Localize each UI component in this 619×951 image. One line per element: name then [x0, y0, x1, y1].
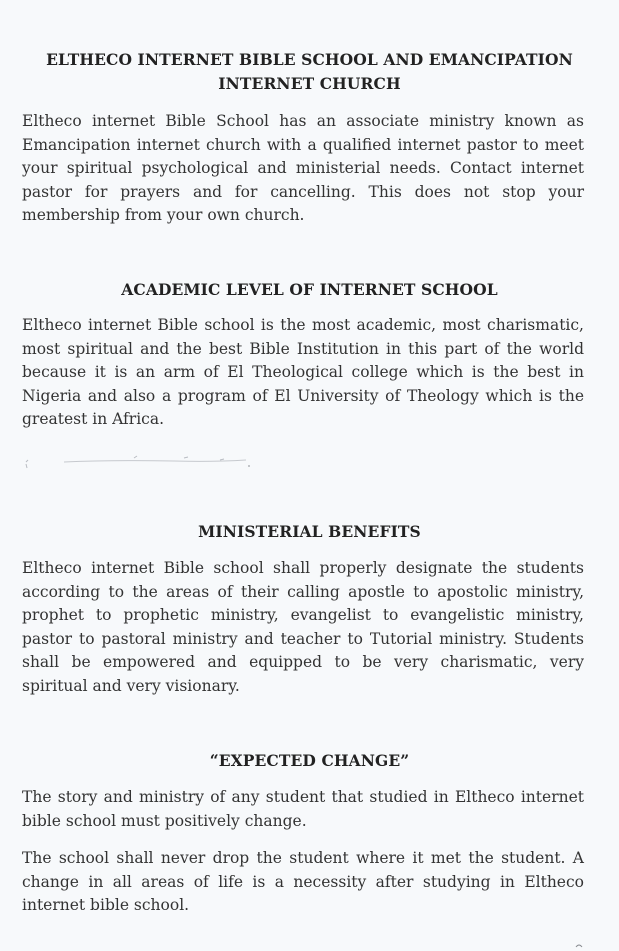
section-title-expected-change: “EXPECTED CHANGE” — [209, 751, 410, 770]
section-title-eltheco-church — [0, 48, 619, 96]
section-title-ministerial-benefits: MINISTERIAL BENEFITS — [198, 522, 421, 541]
section-body-ministerial-benefits: Eltheco internet Bible school shall properly designate the students according to the areas of their calling apostle to apostolic ministry, prophet to prophetic ministry, evangelist to evangelistic ministry, pastor to pastoral ministry and teacher to Tutorial ministry. Students shall be empowered and equipped to be very charismatic, very spiritual and very visionary. — [22, 559, 584, 695]
section-title-academic-level: ACADEMIC LEVEL OF INTERNET SCHOOL — [121, 280, 498, 299]
section-body-expected-change-2: The school shall never drop the student where it met the student. A change in all areas of life is a necessity after studying in Eltheco internet bible school. — [22, 849, 584, 915]
page-corner-mark — [575, 943, 583, 949]
faint-scribble-mark — [24, 448, 254, 472]
section-body-expected-change-1: The story and ministry of any student that studied in Eltheco internet bible school must positively change. — [22, 788, 584, 830]
section-body-academic-level: Eltheco internet Bible school is the most academic, most charismatic, most spiritual and the best Bible Institution in this part of the world because it is an arm of El Theological college which is the best in Nigeria and also a program of El University of Theology which is the greatest in Africa. — [22, 316, 584, 429]
section-body-eltheco-church: Eltheco internet Bible School has an associate ministry known as Emancipation internet church with a qualified internet pastor to meet your spiritual psychological and ministerial needs. Contact internet pastor for prayers and for cancelling. This does not stop your membership from your own church. — [22, 112, 584, 225]
title-line-1: ELTHECO INTERNET BIBLE SCHOOL AND EMANCIPATION — [46, 50, 573, 69]
title-line-2: INTERNET CHURCH — [218, 74, 401, 93]
